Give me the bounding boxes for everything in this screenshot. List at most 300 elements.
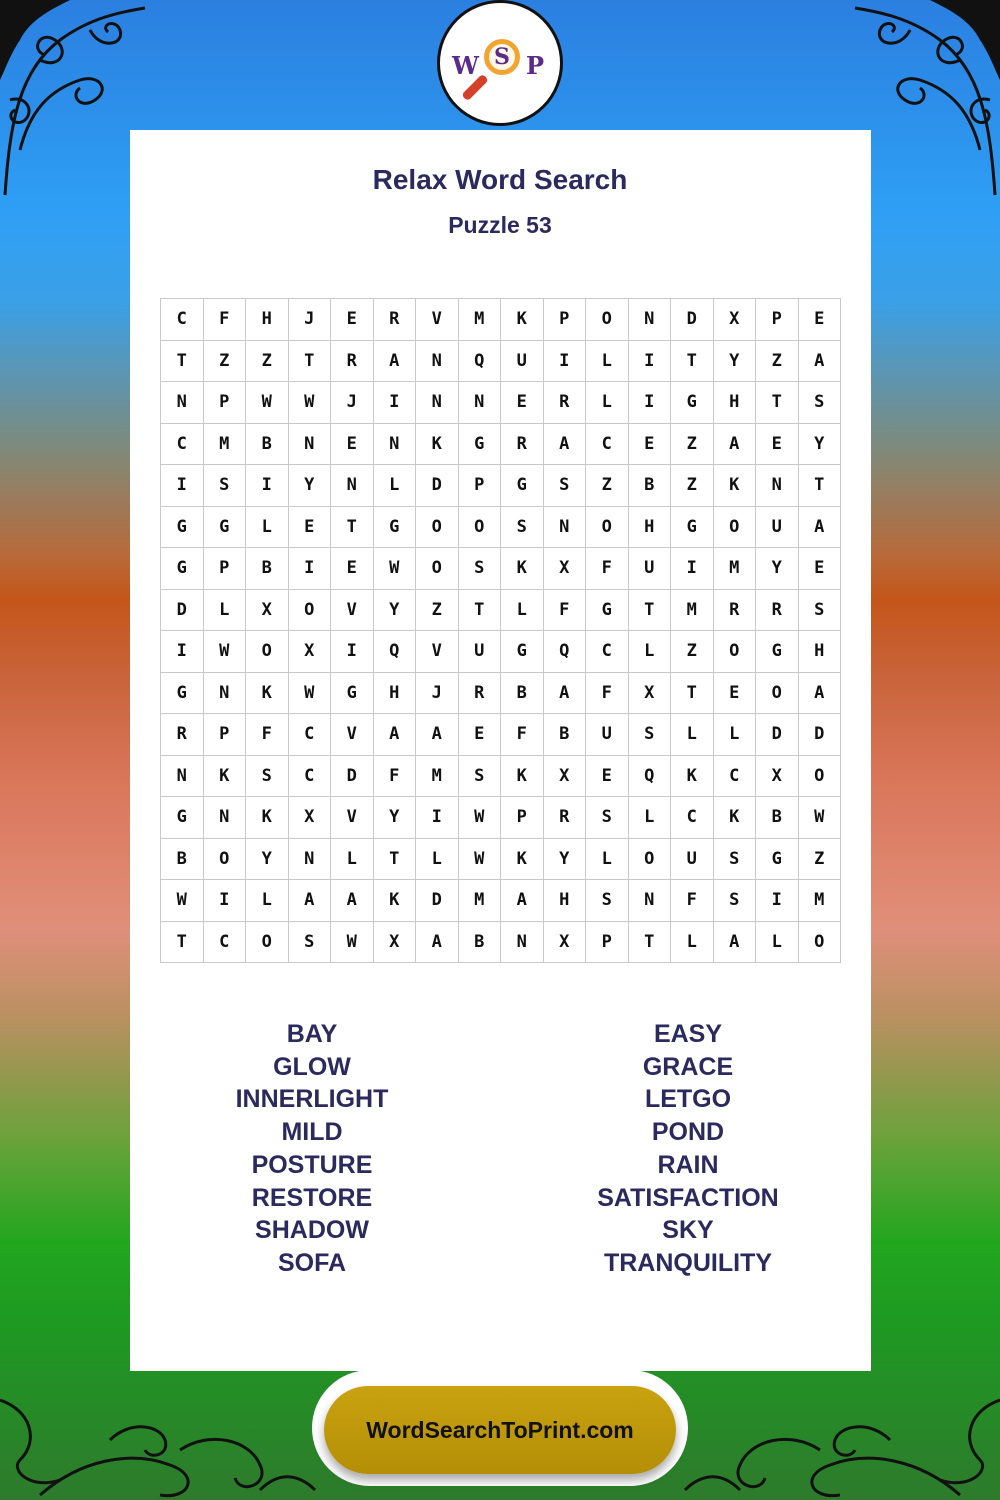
grid-cell[interactable]: C (671, 797, 714, 839)
grid-cell[interactable]: P (203, 714, 246, 756)
grid-cell[interactable]: T (161, 921, 204, 963)
grid-cell[interactable]: Q (543, 631, 586, 673)
word-item: MILD (281, 1118, 343, 1147)
grid-cell[interactable]: K (416, 423, 459, 465)
grid-cell[interactable]: S (798, 382, 841, 424)
grid-cell[interactable]: M (458, 880, 501, 922)
grid-cell[interactable]: A (501, 880, 544, 922)
grid-cell[interactable]: U (586, 714, 629, 756)
grid-cell[interactable]: T (331, 506, 374, 548)
grid-cell[interactable]: J (288, 299, 331, 341)
word-item: POND (651, 1118, 725, 1147)
grid-cell[interactable]: I (203, 880, 246, 922)
grid-cell[interactable]: O (713, 506, 756, 548)
grid-cell[interactable]: H (543, 880, 586, 922)
grid-cell[interactable]: A (416, 714, 459, 756)
grid-cell[interactable]: S (586, 880, 629, 922)
grid-cell[interactable]: R (756, 589, 799, 631)
grid-cell[interactable]: D (798, 714, 841, 756)
grid-cell[interactable]: Y (246, 838, 289, 880)
grid-cell[interactable]: K (246, 672, 289, 714)
grid-cell[interactable]: Y (713, 340, 756, 382)
grid-cell[interactable]: R (543, 797, 586, 839)
grid-cell[interactable]: U (671, 838, 714, 880)
grid-cell[interactable]: Z (798, 838, 841, 880)
grid-cell[interactable]: X (246, 589, 289, 631)
grid-cell[interactable]: Q (628, 755, 671, 797)
grid-cell[interactable]: P (756, 299, 799, 341)
logo-letter-p: P (525, 51, 544, 80)
grid-cell[interactable]: U (458, 631, 501, 673)
grid-cell[interactable]: L (501, 589, 544, 631)
grid-cell[interactable]: A (798, 340, 841, 382)
grid-cell[interactable]: Y (288, 465, 331, 507)
grid-cell[interactable]: I (246, 465, 289, 507)
grid-cell[interactable]: A (543, 672, 586, 714)
grid-cell[interactable]: N (543, 506, 586, 548)
grid-cell[interactable]: G (161, 548, 204, 590)
grid-cell[interactable]: N (756, 465, 799, 507)
grid-cell[interactable]: E (756, 423, 799, 465)
grid-cell[interactable]: G (501, 631, 544, 673)
grid-cell[interactable]: C (288, 755, 331, 797)
grid-cell[interactable]: A (288, 880, 331, 922)
grid-cell[interactable]: L (586, 838, 629, 880)
grid-cell[interactable]: T (671, 672, 714, 714)
grid-cell[interactable]: T (288, 340, 331, 382)
grid-cell[interactable]: L (586, 340, 629, 382)
grid-cell[interactable]: B (756, 797, 799, 839)
puzzle-number: Puzzle 53 (448, 212, 552, 238)
grid-cell[interactable]: O (798, 755, 841, 797)
grid-cell[interactable]: I (628, 340, 671, 382)
grid-cell[interactable]: A (331, 880, 374, 922)
word-item: LETGO (644, 1085, 732, 1114)
grid-cell[interactable]: M (203, 423, 246, 465)
grid-cell[interactable]: L (756, 921, 799, 963)
grid-cell[interactable]: P (501, 797, 544, 839)
grid-cell[interactable]: R (161, 714, 204, 756)
grid-cell[interactable]: C (203, 921, 246, 963)
grid-cell[interactable]: R (458, 672, 501, 714)
grid-row (161, 631, 841, 673)
grid-cell[interactable]: P (586, 921, 629, 963)
grid-cell[interactable]: N (203, 672, 246, 714)
grid-cell[interactable]: W (203, 631, 246, 673)
grid-cell[interactable]: Z (203, 340, 246, 382)
word-item: GRACE (642, 1052, 734, 1081)
grid-cell[interactable]: R (501, 423, 544, 465)
grid-cell[interactable]: V (416, 299, 459, 341)
word-item: SATISFACTION (597, 1183, 779, 1212)
grid-cell[interactable]: O (586, 299, 629, 341)
grid-cell[interactable]: Z (416, 589, 459, 631)
grid-cell[interactable]: Y (373, 797, 416, 839)
grid-cell[interactable]: B (501, 672, 544, 714)
grid-cell[interactable]: X (543, 755, 586, 797)
grid-cell[interactable]: G (756, 838, 799, 880)
grid-cell[interactable]: N (501, 921, 544, 963)
grid-cell[interactable]: T (671, 340, 714, 382)
grid-cell[interactable]: X (288, 797, 331, 839)
grid-cell[interactable]: C (586, 423, 629, 465)
grid-row (161, 880, 841, 922)
grid-row (161, 340, 841, 382)
grid-cell[interactable]: G (161, 797, 204, 839)
grid-cell[interactable]: W (331, 921, 374, 963)
letter-grid (160, 298, 841, 963)
site-link-button[interactable]: WordSearchToPrint.com (324, 1386, 676, 1474)
grid-cell[interactable]: L (628, 797, 671, 839)
grid-cell[interactable]: G (671, 506, 714, 548)
grid-cell[interactable]: X (373, 921, 416, 963)
word-item: SHADOW (255, 1216, 369, 1245)
grid-cell[interactable]: U (501, 340, 544, 382)
grid-cell[interactable]: N (161, 755, 204, 797)
grid-cell[interactable]: W (458, 838, 501, 880)
grid-cell[interactable]: N (331, 465, 374, 507)
grid-cell[interactable]: T (756, 382, 799, 424)
word-item: GLOW (273, 1052, 351, 1081)
grid-row (161, 589, 841, 631)
grid-cell[interactable]: X (288, 631, 331, 673)
grid-cell[interactable]: R (331, 340, 374, 382)
word-item: EASY (653, 1020, 723, 1048)
grid-cell[interactable]: Y (373, 589, 416, 631)
grid-cell[interactable]: I (288, 548, 331, 590)
grid-cell[interactable]: Z (586, 465, 629, 507)
grid-cell[interactable]: E (331, 299, 374, 341)
grid-cell[interactable]: P (543, 299, 586, 341)
grid-cell[interactable]: G (161, 672, 204, 714)
word-item: INNERLIGHT (235, 1085, 389, 1114)
grid-cell[interactable]: L (671, 921, 714, 963)
grid-cell[interactable]: F (373, 755, 416, 797)
grid-cell[interactable]: P (458, 465, 501, 507)
grid-cell[interactable]: D (331, 755, 374, 797)
grid-cell[interactable]: E (288, 506, 331, 548)
grid-cell[interactable]: O (246, 921, 289, 963)
grid-cell[interactable]: T (373, 838, 416, 880)
grid-cell[interactable]: K (246, 797, 289, 839)
grid-cell[interactable]: G (458, 423, 501, 465)
grid-cell[interactable]: O (416, 548, 459, 590)
grid-cell[interactable]: H (798, 631, 841, 673)
grid-cell[interactable]: K (203, 755, 246, 797)
grid-cell[interactable]: D (161, 589, 204, 631)
grid-cell[interactable]: L (246, 880, 289, 922)
grid-cell[interactable]: V (331, 714, 374, 756)
grid-cell[interactable]: B (161, 838, 204, 880)
grid-cell[interactable]: L (373, 465, 416, 507)
grid-cell[interactable]: A (373, 714, 416, 756)
grid-cell[interactable]: F (246, 714, 289, 756)
grid-cell[interactable]: C (288, 714, 331, 756)
grid-cell[interactable]: E (628, 423, 671, 465)
grid-cell[interactable]: N (288, 423, 331, 465)
grid-cell[interactable]: S (713, 838, 756, 880)
grid-cell[interactable]: D (756, 714, 799, 756)
grid-cell[interactable]: E (798, 548, 841, 590)
grid-cell[interactable]: C (161, 299, 204, 341)
grid-cell[interactable]: P (203, 382, 246, 424)
grid-cell[interactable]: B (246, 548, 289, 590)
grid-cell[interactable]: K (713, 465, 756, 507)
grid-cell[interactable]: M (713, 548, 756, 590)
grid-cell[interactable]: N (628, 299, 671, 341)
grid-cell[interactable]: H (246, 299, 289, 341)
grid-cell[interactable]: W (288, 672, 331, 714)
grid-cell[interactable]: L (246, 506, 289, 548)
grid-cell[interactable]: L (416, 838, 459, 880)
grid-cell[interactable]: X (543, 548, 586, 590)
grid-cell[interactable]: N (628, 880, 671, 922)
grid-cell[interactable]: G (161, 506, 204, 548)
grid-cell[interactable]: E (501, 382, 544, 424)
grid-cell[interactable]: G (501, 465, 544, 507)
grid-cell[interactable]: A (713, 921, 756, 963)
bottom-swirl-ornament-icon (670, 1370, 1000, 1500)
grid-cell[interactable]: F (543, 589, 586, 631)
grid-cell[interactable]: W (373, 548, 416, 590)
grid-cell[interactable]: A (798, 506, 841, 548)
grid-cell[interactable]: L (331, 838, 374, 880)
grid-cell[interactable]: E (458, 714, 501, 756)
grid-cell[interactable]: I (161, 631, 204, 673)
grid-cell[interactable]: E (798, 299, 841, 341)
grid-cell[interactable]: U (628, 548, 671, 590)
grid-cell[interactable]: C (713, 755, 756, 797)
grid-cell[interactable]: N (161, 382, 204, 424)
word-item: SKY (662, 1216, 714, 1245)
grid-cell[interactable]: K (373, 880, 416, 922)
grid-cell[interactable]: C (586, 631, 629, 673)
grid-cell[interactable]: V (331, 797, 374, 839)
grid-cell[interactable]: T (161, 340, 204, 382)
grid-cell[interactable]: Z (756, 340, 799, 382)
grid-cell[interactable]: O (628, 838, 671, 880)
grid-cell[interactable]: S (798, 589, 841, 631)
grid-cell[interactable]: B (628, 465, 671, 507)
grid-cell[interactable]: N (203, 797, 246, 839)
grid-cell[interactable]: F (501, 714, 544, 756)
grid-cell[interactable]: K (713, 797, 756, 839)
grid-cell[interactable]: U (756, 506, 799, 548)
grid-cell[interactable]: A (713, 423, 756, 465)
grid-cell[interactable]: S (288, 921, 331, 963)
grid-cell[interactable]: V (416, 631, 459, 673)
grid-cell[interactable]: O (246, 631, 289, 673)
grid-cell[interactable]: S (203, 465, 246, 507)
grid-cell[interactable]: O (756, 672, 799, 714)
grid-cell[interactable]: N (416, 340, 459, 382)
grid-cell[interactable]: W (246, 382, 289, 424)
grid-cell[interactable]: W (458, 797, 501, 839)
grid-row (161, 299, 841, 341)
grid-cell[interactable]: I (416, 797, 459, 839)
grid-cell[interactable]: I (628, 382, 671, 424)
grid-row (161, 548, 841, 590)
grid-cell[interactable]: R (713, 589, 756, 631)
grid-cell[interactable]: B (458, 921, 501, 963)
grid-cell[interactable]: S (246, 755, 289, 797)
grid-cell[interactable]: G (331, 672, 374, 714)
grid-cell[interactable]: L (671, 714, 714, 756)
grid-row (161, 465, 841, 507)
grid-cell[interactable]: T (628, 921, 671, 963)
grid-cell[interactable]: D (416, 880, 459, 922)
grid-cell[interactable]: O (288, 589, 331, 631)
grid-cell[interactable]: S (713, 880, 756, 922)
grid-row (161, 506, 841, 548)
grid-cell[interactable]: Y (798, 423, 841, 465)
grid-cell[interactable]: I (161, 465, 204, 507)
word-item: RESTORE (251, 1183, 373, 1212)
grid-cell[interactable]: A (416, 921, 459, 963)
grid-cell[interactable]: G (756, 631, 799, 673)
word-list-left (162, 1018, 462, 1280)
grid-cell[interactable]: F (586, 548, 629, 590)
grid-cell[interactable]: Z (671, 631, 714, 673)
grid-cell[interactable]: T (628, 589, 671, 631)
bottom-swirl-ornament-icon (0, 1370, 330, 1500)
grid-cell[interactable]: G (586, 589, 629, 631)
logo-letter-w: W (452, 51, 479, 80)
grid-cell[interactable]: X (713, 299, 756, 341)
grid-cell[interactable]: R (373, 299, 416, 341)
grid-cell[interactable]: A (798, 672, 841, 714)
grid-cell[interactable]: X (628, 672, 671, 714)
grid-cell[interactable]: Z (671, 465, 714, 507)
grid-cell[interactable]: S (458, 548, 501, 590)
grid-cell[interactable]: S (543, 465, 586, 507)
grid-cell[interactable]: W (798, 797, 841, 839)
grid-cell[interactable]: E (586, 755, 629, 797)
grid-cell[interactable]: N (288, 838, 331, 880)
grid-cell[interactable]: Q (373, 631, 416, 673)
grid-cell[interactable]: I (373, 382, 416, 424)
word-item: TRANQUILITY (603, 1248, 773, 1277)
grid-cell[interactable]: S (586, 797, 629, 839)
grid-cell[interactable]: S (458, 755, 501, 797)
grid-cell[interactable]: N (373, 423, 416, 465)
grid-cell[interactable]: S (501, 506, 544, 548)
grid-cell[interactable]: K (671, 755, 714, 797)
grid-cell[interactable]: V (331, 589, 374, 631)
grid-row (161, 838, 841, 880)
grid-cell[interactable]: T (798, 465, 841, 507)
grid-cell[interactable]: L (203, 589, 246, 631)
word-item: BAY (286, 1020, 338, 1048)
grid-cell[interactable]: J (416, 672, 459, 714)
grid-row (161, 672, 841, 714)
grid-cell[interactable]: W (161, 880, 204, 922)
word-item: POSTURE (251, 1150, 373, 1179)
grid-row (161, 921, 841, 963)
grid-cell[interactable]: C (161, 423, 204, 465)
grid-cell[interactable]: K (501, 755, 544, 797)
grid-row (161, 423, 841, 465)
grid-cell[interactable]: G (373, 506, 416, 548)
grid-cell[interactable]: N (416, 382, 459, 424)
grid-cell[interactable]: W (288, 382, 331, 424)
grid-cell[interactable]: H (373, 672, 416, 714)
grid-cell[interactable]: B (246, 423, 289, 465)
grid-cell[interactable]: M (416, 755, 459, 797)
grid-cell[interactable]: X (756, 755, 799, 797)
grid-cell[interactable]: P (203, 548, 246, 590)
grid-cell[interactable]: I (671, 548, 714, 590)
grid-cell[interactable]: M (458, 299, 501, 341)
grid-row (161, 797, 841, 839)
grid-cell[interactable]: H (713, 382, 756, 424)
word-list-right (538, 1018, 838, 1280)
magnifier-icon (484, 39, 520, 75)
grid-cell[interactable]: I (543, 340, 586, 382)
grid-cell[interactable]: R (543, 382, 586, 424)
grid-cell[interactable]: H (628, 506, 671, 548)
grid-cell[interactable]: F (671, 880, 714, 922)
grid-cell[interactable]: M (671, 589, 714, 631)
grid-cell[interactable]: D (671, 299, 714, 341)
grid-cell[interactable]: T (458, 589, 501, 631)
footer-badge (312, 1370, 688, 1486)
grid-cell[interactable]: Z (246, 340, 289, 382)
grid-row (161, 714, 841, 756)
grid-cell[interactable]: D (416, 465, 459, 507)
grid-cell[interactable]: F (203, 299, 246, 341)
grid-cell[interactable]: K (501, 838, 544, 880)
grid-cell[interactable]: L (713, 714, 756, 756)
grid-cell[interactable]: E (331, 423, 374, 465)
grid-cell[interactable]: A (373, 340, 416, 382)
word-item: RAIN (657, 1150, 719, 1179)
grid-cell[interactable]: S (628, 714, 671, 756)
grid-cell[interactable]: O (798, 921, 841, 963)
grid-cell[interactable]: O (458, 506, 501, 548)
grid-cell[interactable]: O (416, 506, 459, 548)
grid-cell[interactable]: N (458, 382, 501, 424)
grid-cell[interactable]: K (501, 299, 544, 341)
grid-cell[interactable]: B (543, 714, 586, 756)
grid-cell[interactable]: Z (671, 423, 714, 465)
grid-cell[interactable]: Q (458, 340, 501, 382)
grid-cell[interactable]: O (713, 631, 756, 673)
grid-cell[interactable]: O (203, 838, 246, 880)
grid-cell[interactable]: F (586, 672, 629, 714)
grid-cell[interactable]: J (331, 382, 374, 424)
grid-cell[interactable]: M (798, 880, 841, 922)
grid-cell[interactable]: Y (543, 838, 586, 880)
grid-cell[interactable]: L (628, 631, 671, 673)
grid-row (161, 382, 841, 424)
grid-cell[interactable]: E (331, 548, 374, 590)
grid-cell[interactable]: A (543, 423, 586, 465)
grid-cell[interactable]: L (586, 382, 629, 424)
grid-cell[interactable]: O (586, 506, 629, 548)
grid-cell[interactable]: I (331, 631, 374, 673)
site-logo[interactable] (437, 0, 563, 126)
grid-cell[interactable]: G (203, 506, 246, 548)
grid-row (161, 755, 841, 797)
grid-cell[interactable]: X (543, 921, 586, 963)
grid-cell[interactable]: K (501, 548, 544, 590)
grid-cell[interactable]: E (713, 672, 756, 714)
word-item: SOFA (277, 1248, 347, 1277)
grid-cell[interactable]: G (671, 382, 714, 424)
grid-cell[interactable]: I (756, 880, 799, 922)
grid-cell[interactable]: Y (756, 548, 799, 590)
